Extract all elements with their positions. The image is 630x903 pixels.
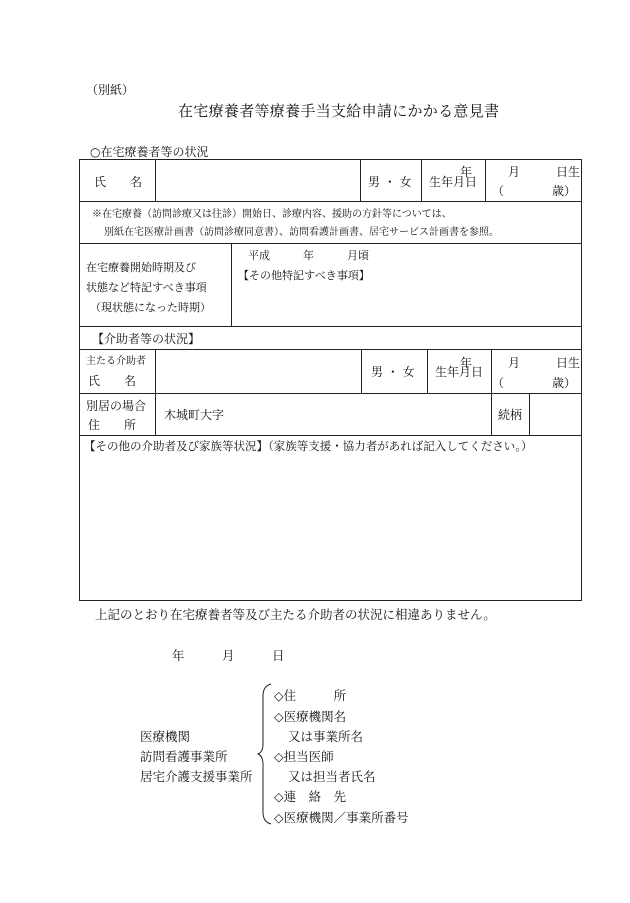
form-box [79,159,582,601]
separate-address-label-line1: 別居の場合 [86,399,147,413]
reference-note-line2: 別紙在宅医療計画書（訪問診療同意書）、訪問看護計画書、居宅サービス計画書を参照。 [104,227,499,238]
start-period-label-cell [80,244,232,327]
start-period-field[interactable] [232,244,582,327]
other-caregivers-field[interactable] [80,436,582,601]
separate-address-label-cell [80,394,156,436]
separate-address-field[interactable] [156,394,492,436]
caregiver-name-label-cell [80,350,156,394]
patient-name-field[interactable] [156,160,361,202]
start-period-label-line2: 状態など特記すべき事項 [86,281,207,294]
patient-birth-label: 生年月日 [429,175,478,189]
patient-sex-label: 男 ・ 女 [368,175,412,189]
caregiver-sex-field[interactable] [362,350,428,394]
brace-path [258,684,271,824]
caregiver-sex-label: 男 ・ 女 [371,365,415,379]
separate-address-label-line2: 住 所 [88,418,137,432]
caregiver-name-label: 氏 名 [88,374,137,388]
reference-note-cell [80,202,582,244]
start-period-label-line3: （現状態になった時期） [90,301,211,314]
institution-type-medical: 医療機関 [140,729,191,744]
patient-section-heading: ○在宅療養者等の状況 [90,145,209,159]
field-address: ◇住 所 [274,688,347,703]
date-line: 年 月 日 [172,648,285,663]
patient-birth-date: 年 月 日生 [460,165,581,179]
patient-name-label: 氏 名 [94,175,143,189]
field-office-name: 又は事業所名 [288,729,364,744]
institution-type-nursing: 訪問看護事業所 [140,749,228,764]
reference-note-line1: ※在宅療養（訪問診療又は往診）開始日、診療内容、援助の方針等については、 [92,209,452,220]
caregiver-birth-label: 生年月日 [435,365,484,379]
field-contact: ◇連 絡 先 [274,789,347,804]
caregiver-birth-date: 年 月 日生 [460,356,581,370]
caregiver-heading-cell [80,327,582,350]
caregiver-age: （ 歳） [492,376,577,390]
other-caregivers-label: 【その他の介助者及び家族等状況】（家族等支援・協力者があれば記入してください。） [84,439,533,453]
document-title: 在宅療養者等療養手当支給申請にかかる意見書 [178,102,500,120]
start-date-text: 平成 年 月頃 [248,249,369,262]
other-notes-label: 【その他特記すべき事項】 [238,269,370,282]
patient-name-label-cell [80,160,156,202]
field-institution-number: ◇医療機関／事業所番号 [274,810,409,825]
caregiver-heading: 【介助者等の状況】 [92,332,201,346]
grouping-brace [257,682,275,826]
separate-address-value: 木城町大字 [164,408,225,422]
declaration-text: 上記のとおり在宅療養者等及び主たる介助者の状況に相違ありません。 [95,607,496,622]
institution-type-care-support: 居宅介護支援事業所 [140,769,253,784]
field-doctor: ◇担当医師 [274,749,334,764]
attachment-label: （別紙） [86,83,135,97]
relation-label-cell [492,394,530,436]
patient-sex-field[interactable] [361,160,422,202]
main-caregiver-label: 主たる介助者 [86,356,146,367]
field-person-in-charge: 又は担当者氏名 [288,769,376,784]
relation-label: 続柄 [498,408,523,422]
patient-age: （ 歳） [492,184,577,198]
relation-field[interactable] [530,394,582,436]
field-institution-name: ◇医療機関名 [274,709,347,724]
start-period-label-line1: 在宅療養開始時期及び [86,261,196,274]
caregiver-name-field[interactable] [156,350,362,394]
